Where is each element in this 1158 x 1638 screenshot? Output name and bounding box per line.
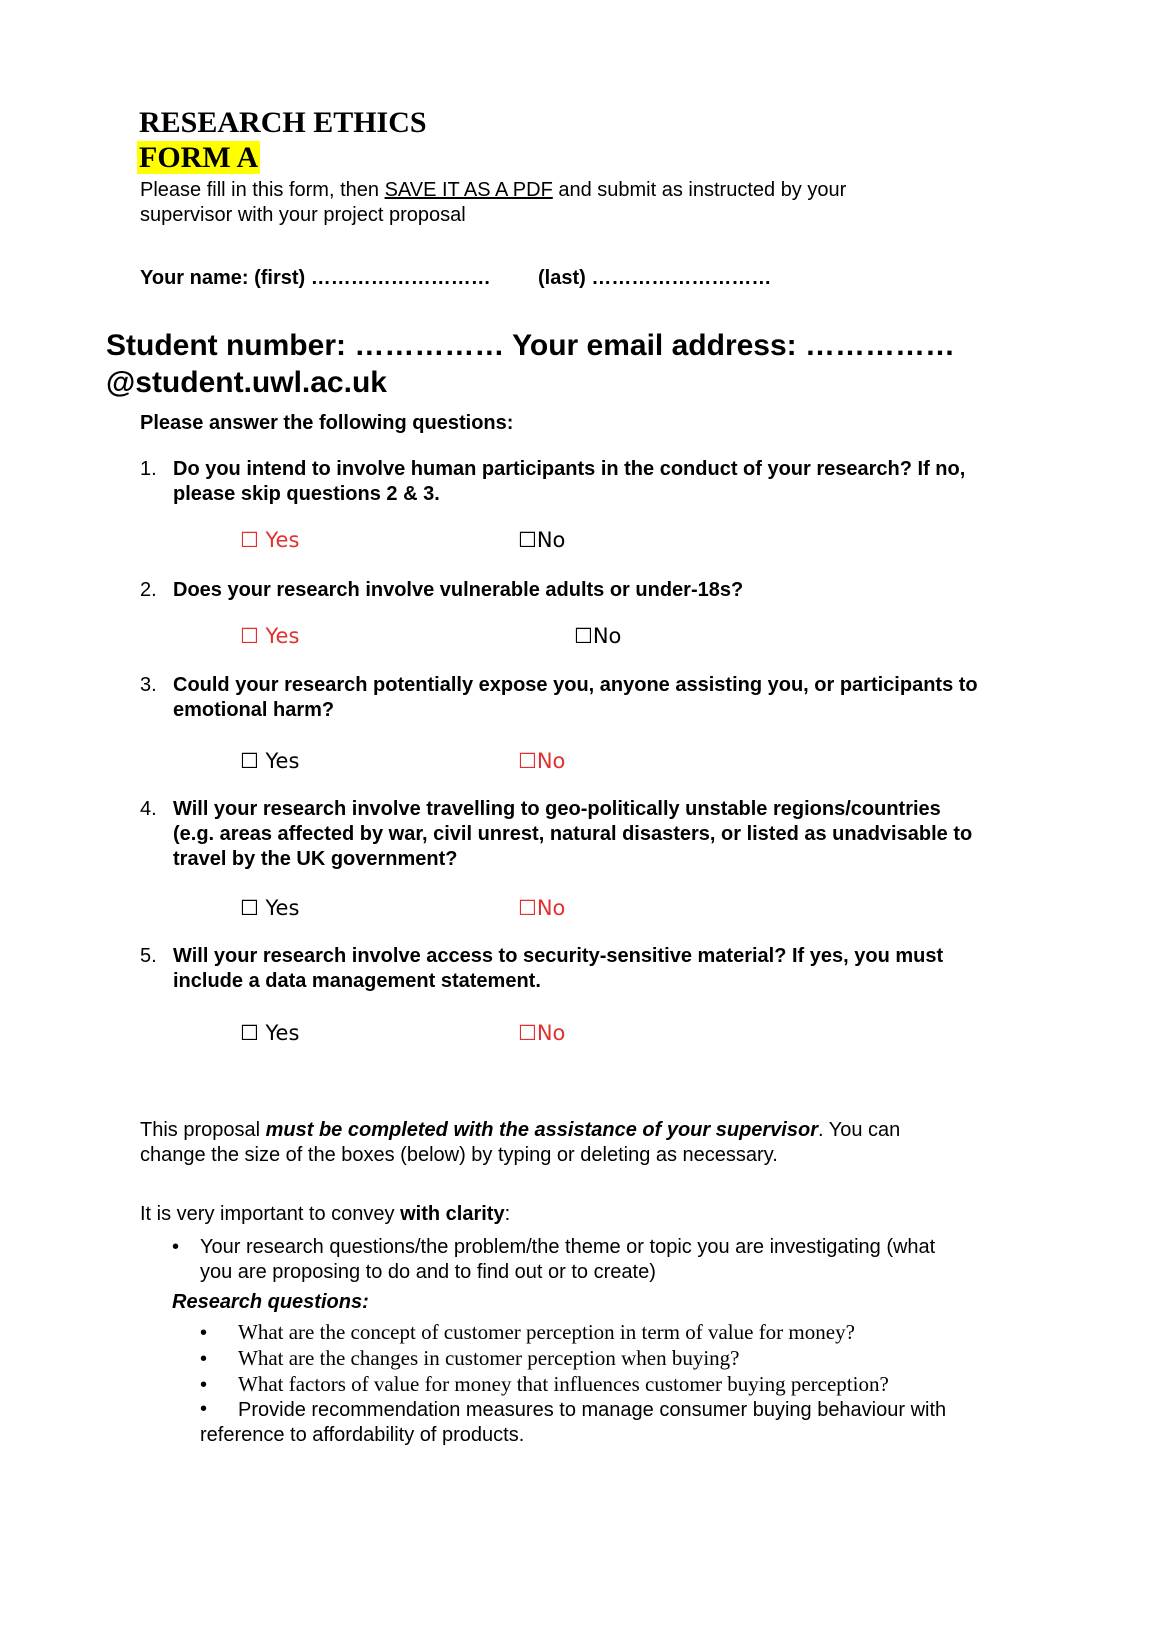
rq-last-item bbox=[200, 1398, 1080, 1448]
intro-before: Please fill in this form, then bbox=[140, 179, 385, 201]
question-line3: travel by the UK government? bbox=[173, 848, 458, 870]
no-checkbox[interactable]: ☐No bbox=[518, 1021, 566, 1045]
p1-before: This proposal bbox=[140, 1119, 266, 1141]
email-domain: @student.uwl.ac.uk bbox=[106, 366, 387, 399]
question-text bbox=[173, 457, 1033, 507]
research-question-item: What are the concept of customer perception in term of value for money? bbox=[238, 1320, 855, 1344]
question-line1: Do you intend to involve human participants in the conduct of your research? If no, bbox=[173, 458, 966, 480]
yes-checkbox[interactable]: ☐ Yes bbox=[240, 528, 300, 552]
question-number: 1. bbox=[140, 458, 157, 480]
yes-checkbox[interactable]: ☐ Yes bbox=[240, 624, 300, 648]
page-title: RESEARCH ETHICS bbox=[139, 106, 427, 139]
question-line2: include a data management statement. bbox=[173, 970, 541, 992]
question-line2: please skip questions 2 & 3. bbox=[173, 483, 440, 505]
question-text bbox=[173, 673, 1033, 723]
rq-last-line2: reference to affordability of products. bbox=[200, 1424, 525, 1446]
first-name-field[interactable]: Your name: (first) ……………………… bbox=[140, 267, 491, 289]
form-label-highlight: FORM A bbox=[139, 141, 259, 174]
form-label bbox=[137, 141, 260, 175]
no-checkbox[interactable]: ☐No bbox=[574, 624, 622, 648]
student-email-block bbox=[106, 327, 1116, 401]
questions-intro: Please answer the following questions: bbox=[140, 412, 514, 434]
last-name-field[interactable]: (last) ……………………… bbox=[538, 267, 772, 289]
p2-before: It is very important to convey bbox=[140, 1203, 401, 1225]
question-text bbox=[173, 944, 1033, 994]
bullet-line2: you are proposing to do and to find out or to create) bbox=[200, 1261, 656, 1283]
intro-after: and submit as instructed by your bbox=[552, 179, 847, 201]
question-line1: Will your research involve travelling to geo-politically unstable regions/countries bbox=[173, 798, 941, 820]
question-line2: emotional harm? bbox=[173, 699, 335, 721]
question-number: 2. bbox=[140, 579, 157, 601]
intro-text bbox=[140, 178, 1040, 228]
bullet-text bbox=[200, 1235, 1060, 1285]
question-line1: Could your research potentially expose you, anyone assisting you, or participants to bbox=[173, 674, 978, 696]
research-question-item: What factors of value for money that influences customer buying perception? bbox=[238, 1372, 889, 1396]
student-number-email-field[interactable]: Student number: …………… Your email address: …………… bbox=[106, 329, 955, 362]
bullet-line1: Your research questions/the problem/the theme or topic you are investigating (what bbox=[200, 1236, 936, 1258]
research-question-item: What are the changes in customer perception when buying? bbox=[238, 1346, 740, 1370]
question-number: 5. bbox=[140, 945, 157, 967]
p2-after: : bbox=[504, 1203, 511, 1225]
clarity-paragraph bbox=[140, 1202, 510, 1227]
bullet-icon: • bbox=[172, 1236, 180, 1258]
p1-emphasis: must be completed with the assistance of your supervisor bbox=[265, 1119, 818, 1141]
question-number: 4. bbox=[140, 798, 157, 820]
bullet-icon: • bbox=[200, 1398, 208, 1420]
question-line1: Will your research involve access to security-sensitive material? If yes, you must bbox=[173, 945, 944, 967]
question-line1: Does your research involve vulnerable adults or under-18s? bbox=[173, 579, 744, 601]
question-text bbox=[173, 578, 1033, 603]
yes-checkbox[interactable]: ☐ Yes bbox=[240, 1021, 300, 1045]
research-questions-heading: Research questions: bbox=[172, 1291, 369, 1313]
bullet-icon: • bbox=[200, 1374, 208, 1396]
question-number: 3. bbox=[140, 674, 157, 696]
question-text bbox=[173, 797, 1033, 872]
bullet-icon: • bbox=[200, 1348, 208, 1370]
question-line2: (e.g. areas affected by war, civil unrest, natural disasters, or listed as unadvisable to bbox=[173, 823, 973, 845]
rq-last-line1: Provide recommendation measures to manage consumer buying behaviour with bbox=[238, 1399, 947, 1421]
p2-bold: with clarity bbox=[400, 1203, 505, 1225]
save-as-pdf-link: SAVE IT AS A PDF bbox=[384, 179, 553, 201]
yes-checkbox[interactable]: ☐ Yes bbox=[240, 749, 300, 773]
proposal-paragraph bbox=[140, 1118, 1040, 1168]
bullet-icon: • bbox=[200, 1322, 208, 1344]
yes-checkbox[interactable]: ☐ Yes bbox=[240, 896, 300, 920]
intro-line2: supervisor with your project proposal bbox=[140, 204, 466, 226]
no-checkbox[interactable]: ☐No bbox=[518, 896, 566, 920]
no-checkbox[interactable]: ☐No bbox=[518, 528, 566, 552]
no-checkbox[interactable]: ☐No bbox=[518, 749, 566, 773]
p1-line2: change the size of the boxes (below) by typing or deleting as necessary. bbox=[140, 1144, 778, 1166]
p1-after: . You can bbox=[818, 1119, 901, 1141]
